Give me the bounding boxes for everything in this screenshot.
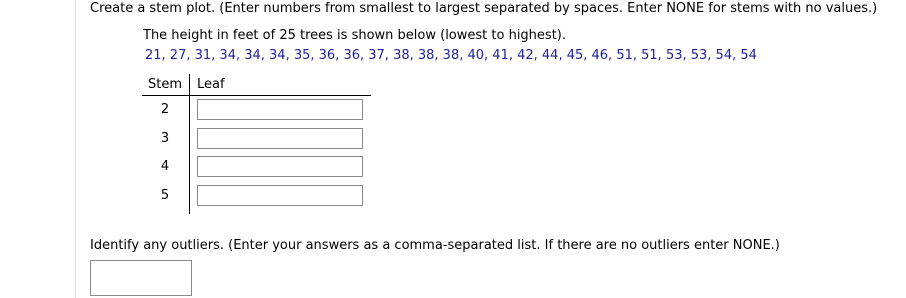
leaf-input-stem-2[interactable] — [197, 99, 363, 120]
stem-label-3: 3 — [160, 131, 170, 146]
stem-column-header: Stem — [148, 77, 183, 92]
stem-label-4: 4 — [160, 159, 170, 174]
leaf-input-stem-4[interactable] — [197, 156, 363, 177]
data-description: The height in feet of 25 trees is shown below (lowest to highest). — [143, 28, 566, 43]
leaf-input-stem-5[interactable] — [197, 185, 363, 206]
leaf-column-header: Leaf — [197, 77, 225, 92]
data-values: 21, 27, 31, 34, 34, 34, 35, 36, 36, 37, 38, 38, 38, 40, 41, 42, 44, 45, 46, 51, 51, 53, 53, 54, 54 — [145, 48, 757, 63]
table-header-divider — [142, 95, 371, 96]
outliers-question: Identify any outliers. (Enter your answers as a comma-separated list. If there are no outliers enter NONE.) — [90, 238, 780, 253]
leaf-input-stem-3[interactable] — [197, 128, 363, 149]
outliers-answer-input[interactable] — [90, 260, 192, 296]
left-border-rule — [75, 0, 76, 298]
stem-plot-instructions: Create a stem plot. (Enter numbers from smallest to largest separated by spaces. Enter NONE for stems with no values.) — [90, 1, 878, 16]
stem-label-2: 2 — [160, 102, 170, 117]
stem-label-5: 5 — [160, 188, 170, 203]
